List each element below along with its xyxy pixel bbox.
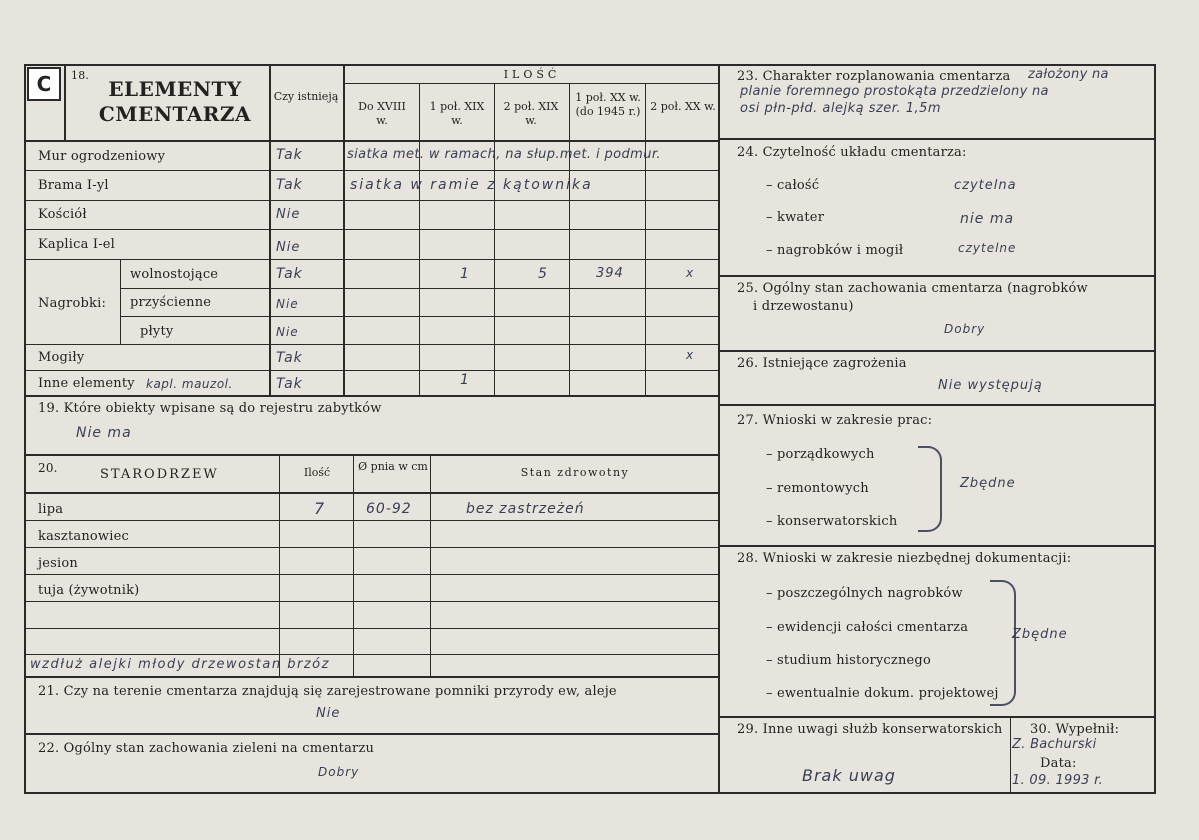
hw-chapel-exists: Nie <box>276 240 301 255</box>
hw-church-exists: Nie <box>276 207 301 222</box>
q22-answer: Dobry <box>318 765 360 779</box>
period-col-5: 2 poł. XX w. <box>650 100 716 113</box>
row-graves-group: Nagrobki: <box>38 296 107 311</box>
section-letter: C <box>36 72 52 96</box>
q27-answer: Zbędne <box>960 476 1016 491</box>
quantity-header: ILOŚĆ <box>503 68 561 81</box>
period-col-4: 1 poł. XX w. (do 1945 r.) <box>575 91 641 118</box>
column-divider <box>718 64 720 794</box>
q29-label: 29. Inne uwagi służb konserwatorskich <box>737 722 1003 737</box>
hw-wall-exists: Tak <box>276 147 303 163</box>
q24-answer-3: czytelne <box>958 241 1017 255</box>
row-chapel: Kaplica I-el <box>38 237 116 252</box>
period-col-3: 2 poł. XIX w. <box>503 100 559 127</box>
section-letter-box <box>27 67 61 101</box>
q23-answer-3: osi płn-płd. alejką szer. 1,5m <box>740 101 942 116</box>
tree-species-3: jesion <box>38 556 78 571</box>
hw-wall-desc: siatka met. w ramach, na słup.met. i podmur. <box>347 147 661 162</box>
hw-gate-exists: Tak <box>276 177 303 193</box>
row-church: Kościół <box>38 207 87 222</box>
q22-label: 22. Ogólny stan zachowania zieleni na cmentarzu <box>38 741 375 756</box>
hw-mounds-exists: Tak <box>276 350 303 366</box>
q27-item-3: – konserwatorskich <box>766 514 898 529</box>
hw-other-exists: Tak <box>276 376 303 392</box>
q19-label: 19. Które obiekty wpisane są do rejestru zabytków <box>38 401 382 416</box>
q28-item-1: – poszczególnych nagrobków <box>766 586 963 601</box>
q27-brace <box>918 446 942 532</box>
hw-slabs-exists: Nie <box>276 325 299 339</box>
period-col-2: 1 poł. XIX w. <box>429 100 485 127</box>
trees-col-diameter: Ø pnia w cm <box>358 460 428 473</box>
trees-col-health: Stan zdrowotny <box>520 466 630 479</box>
tree-species-4: tuja (żywotnik) <box>38 583 140 598</box>
q23-label: 23. Charakter rozplanowania cmentarza <box>737 69 1011 84</box>
q30-label: 30. Wypełnił: <box>1030 722 1120 737</box>
row-wall: Mur ogrodzeniowy <box>38 149 166 164</box>
q23-answer-1: założony na <box>1028 67 1109 82</box>
q30-date: 1. 09. 1993 r. <box>1012 773 1104 788</box>
hw-other-name: kapl. mauzol. <box>146 377 233 391</box>
hw-wall-mounted-exists: Nie <box>276 297 299 311</box>
q28-item-3: – studium historycznego <box>766 653 931 668</box>
q24-item-2: – kwater <box>766 210 825 225</box>
q24-item-3: – nagrobków i mogił <box>766 243 904 258</box>
q26-answer: Nie występują <box>938 378 1043 393</box>
q26-label: 26. Istniejące zagrożenia <box>737 356 907 371</box>
q28-item-4: – ewentualnie dokum. projektowej <box>766 686 999 701</box>
hw-lipa-diameter: 60-92 <box>366 501 412 517</box>
q19-answer: Nie ma <box>76 425 132 441</box>
period-col-1: Do XVIII w. <box>358 100 406 127</box>
hw-lipa-count: 7 <box>314 499 326 518</box>
q28-answer: Zbędne <box>1012 627 1068 642</box>
trees-number: 20. <box>38 461 58 475</box>
q28-item-2: – ewidencji całości cmentarza <box>766 620 969 635</box>
hw-mounds-2xx: x <box>686 348 695 362</box>
q27-item-2: – remontowych <box>766 481 869 496</box>
row-slabs: płyty <box>140 324 174 339</box>
section-number: 18. <box>71 69 90 82</box>
q27-label: 27. Wnioski w zakresie prac: <box>737 413 933 428</box>
q21-answer: Nie <box>316 706 341 721</box>
q30-name: Z. Bachurski <box>1012 737 1097 752</box>
q27-item-1: – porządkowych <box>766 447 875 462</box>
form-border-left <box>24 64 26 794</box>
row-other: Inne elementy <box>38 376 135 391</box>
hw-freestanding-2xix: 5 <box>538 266 548 282</box>
col-exists-header: Czy istnieją <box>273 90 339 103</box>
trees-title: STARODRZEW <box>100 467 219 482</box>
q24-item-1: – całość <box>766 178 820 193</box>
q28-brace <box>990 580 1016 706</box>
q23-answer-2: planie foremnego prostokąta przedzielony na <box>740 84 1049 99</box>
tree-species-1: lipa <box>38 502 64 517</box>
row-freestanding: wolnostojące <box>130 267 219 282</box>
hw-freestanding-exists: Tak <box>276 266 303 282</box>
row-gate: Brama I-yl <box>38 178 109 193</box>
hw-freestanding-1xix: 1 <box>460 266 470 282</box>
trees-col-count: Ilość <box>303 466 331 479</box>
q24-answer-1: czytelna <box>954 178 1017 193</box>
tree-species-2: kasztanowiec <box>38 529 129 544</box>
q21-label: 21. Czy na terenie cmentarza znajdują się zarejestrowane pomniki przyrody ew, aleje <box>38 684 617 699</box>
hw-gate-desc: siatka w ramie z kątownika <box>350 177 593 193</box>
q25-answer: Dobry <box>944 322 986 336</box>
hw-freestanding-1xx: 394 <box>596 266 624 281</box>
q28-label: 28. Wnioski w zakresie niezbędnej dokumentacji: <box>737 551 1072 566</box>
hw-trees-note: wzdłuż alejki młody drzewostan brzóz <box>30 657 330 672</box>
form-border-top <box>24 64 1156 66</box>
q25-label-2: i drzewostanu) <box>753 299 854 314</box>
form-border-right <box>1154 64 1156 794</box>
row-wall-mounted: przyścienne <box>130 295 212 310</box>
q25-label-1: 25. Ogólny stan zachowania cmentarza (nagrobków <box>737 281 1088 296</box>
hw-freestanding-2xx: x <box>686 266 695 280</box>
q24-label: 24. Czytelność układu cmentarza: <box>737 145 967 160</box>
section-title-1: ELEMENTY <box>108 77 242 101</box>
section-title-2: CMENTARZA <box>98 102 252 126</box>
hw-other-1xix: 1 <box>460 372 470 388</box>
form-border-bottom <box>24 792 1156 794</box>
q30-date-label: Data: <box>1040 756 1077 771</box>
hw-lipa-health: bez zastrzeżeń <box>466 501 585 517</box>
q24-answer-2: nie ma <box>960 211 1015 227</box>
q29-answer: Brak uwag <box>802 766 896 785</box>
row-mounds: Mogiły <box>38 350 85 365</box>
